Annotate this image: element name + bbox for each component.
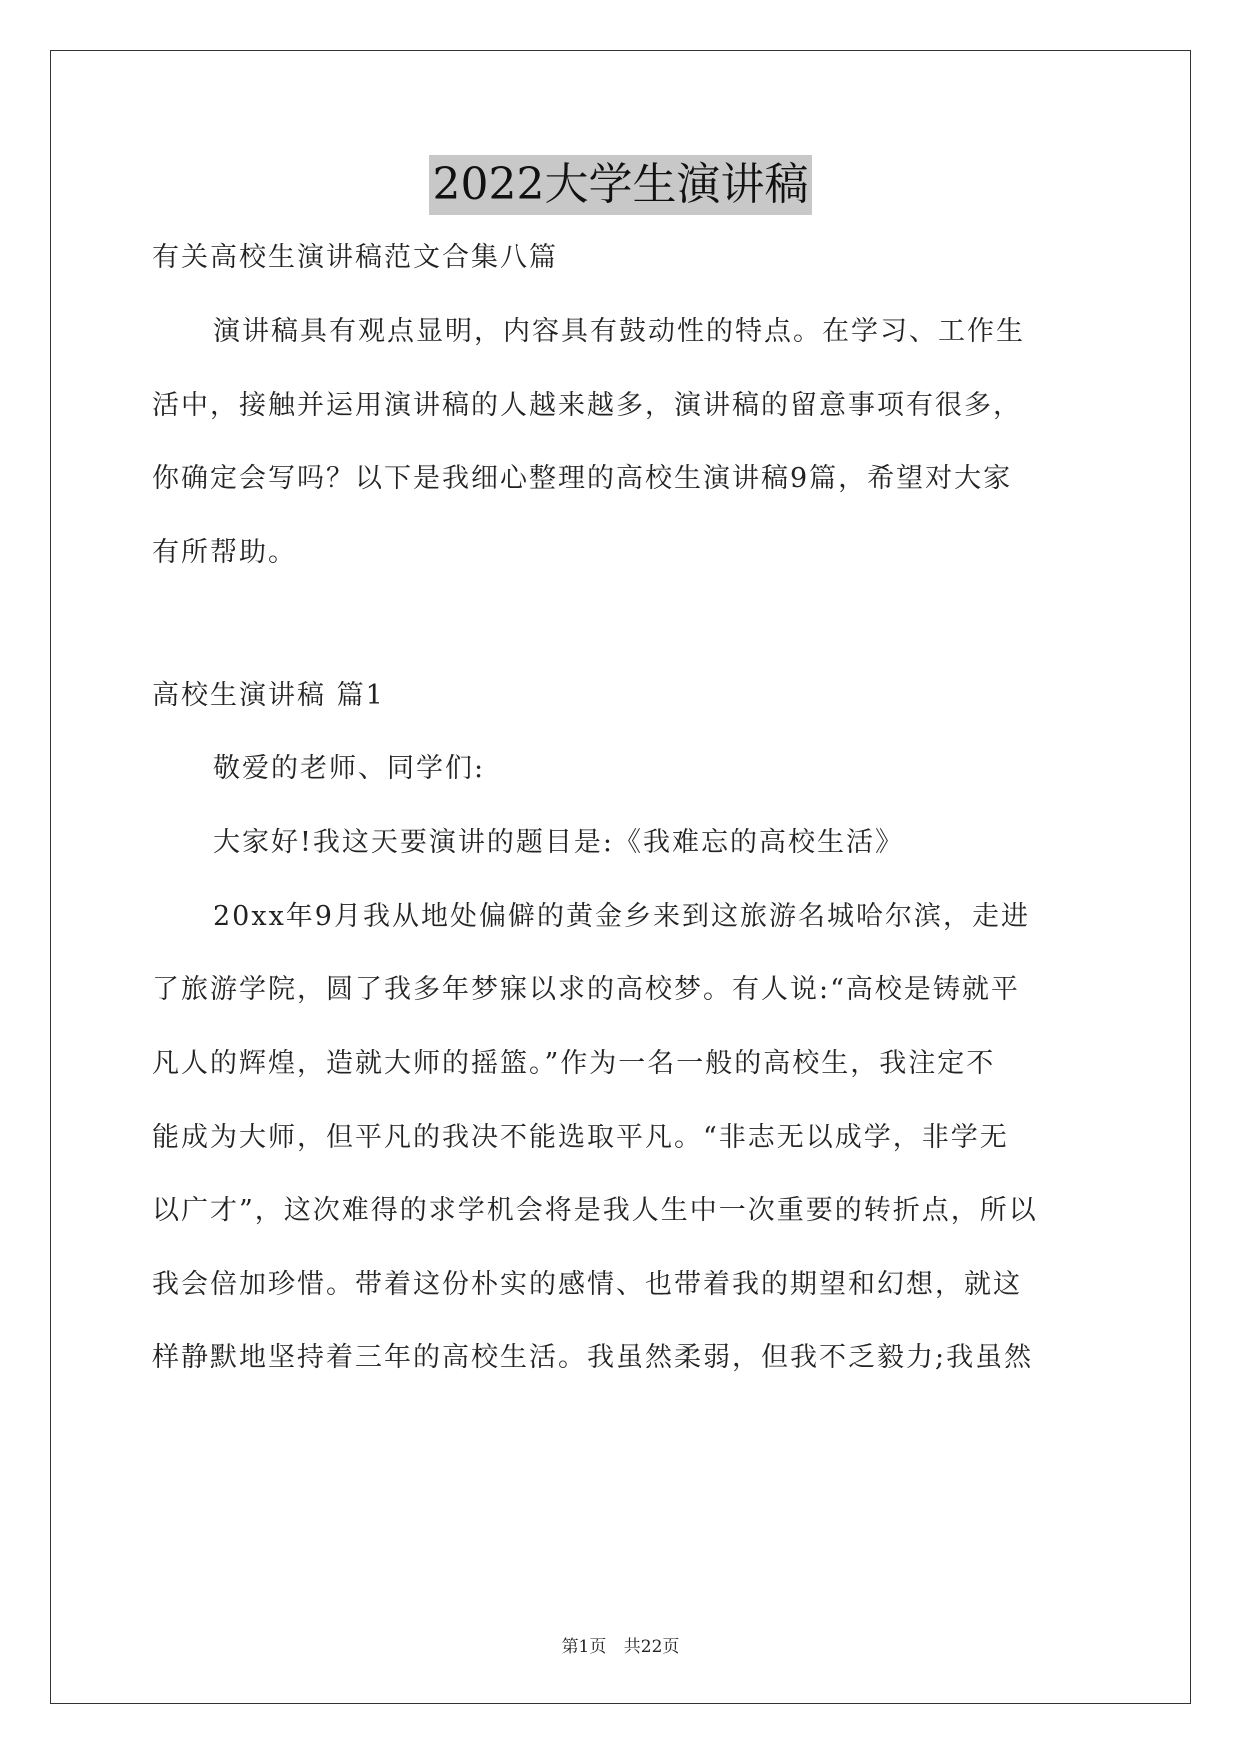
document-subtitle: 有关高校生演讲稿范文合集八篇 xyxy=(152,242,558,273)
greeting-line: 敬爱的老师、同学们: xyxy=(213,753,486,784)
body-line: 我会倍加珍惜。带着这份朴实的感情、也带着我的期望和幻想，就这 xyxy=(152,1269,1022,1300)
body-line: 能成为大师，但平凡的我决不能选取平凡。“非志无以成学，非学无 xyxy=(152,1122,1009,1153)
intro-line: 演讲稿具有观点显明，内容具有鼓动性的特点。在学习、工作生 xyxy=(213,316,1025,347)
topic-line: 大家好!我这天要演讲的题目是:《我难忘的高校生活》 xyxy=(213,827,904,858)
page-number-current: 第1页 xyxy=(561,1637,607,1657)
body-line: 以广才”，这次难得的求学机会将是我人生中一次重要的转折点，所以 xyxy=(152,1195,1038,1226)
body-line: 了旅游学院，圆了我多年梦寐以求的高校梦。有人说:“高校是铸就平 xyxy=(152,974,1020,1005)
document-title: 2022大学生演讲稿 xyxy=(429,155,813,215)
body-line: 凡人的辉煌，造就大师的摇篮。”作为一名一般的高校生，我注定不 xyxy=(152,1048,996,1079)
body-line: 样静默地坚持着三年的高校生活。我虽然柔弱，但我不乏毅力;我虽然 xyxy=(152,1342,1034,1373)
page-border xyxy=(50,50,1191,1704)
intro-line: 有所帮助。 xyxy=(152,537,297,568)
page-number-total: 共22页 xyxy=(623,1637,680,1657)
page-footer xyxy=(0,1632,1241,1657)
intro-line: 活中，接触并运用演讲稿的人越来越多，演讲稿的留意事项有很多， xyxy=(152,390,1022,421)
intro-line: 你确定会写吗？以下是我细心整理的高校生演讲稿9篇，希望对大家 xyxy=(152,463,1013,494)
section-heading: 高校生演讲稿 篇1 xyxy=(152,680,385,711)
title-container xyxy=(0,155,1241,215)
body-line: 20xx年9月我从地处偏僻的黄金乡来到这旅游名城哈尔滨，走进 xyxy=(213,901,1030,932)
